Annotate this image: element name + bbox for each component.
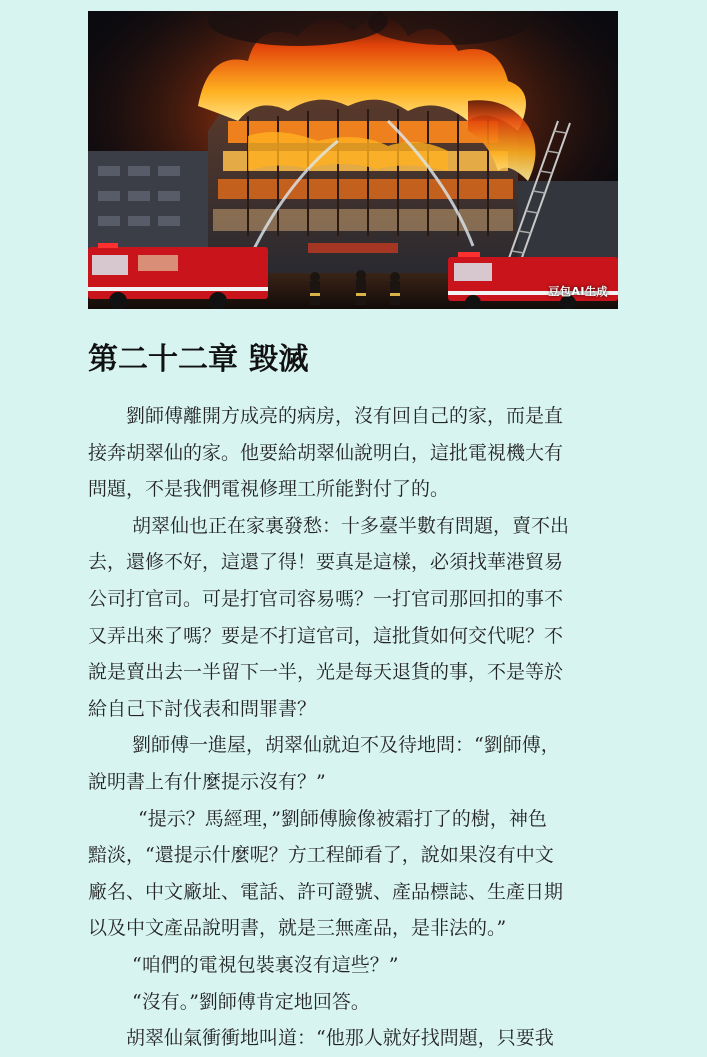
text-line: 問題，不是我們電視修理工所能對付了的。 — [88, 478, 450, 501]
text-line: 公司打官司。可是打官司容易嗎？一打官司那回扣的事不 — [88, 587, 564, 610]
text-line: 說是賣出去一半留下一半，光是每天退貨的事，不是等於 — [88, 661, 564, 684]
ai-watermark: 豆包AI生成 — [548, 285, 608, 298]
text-line: 黯淡，“還提示什麼呢？方工程師看了，說如果沒有中文 — [88, 844, 554, 867]
text-line: 劉師傅離開方成亮的病房，沒有回自己的家，而是直 — [126, 405, 564, 427]
text-line: 胡翠仙也正在家裏發愁：十多臺半數有問題，賣不出 — [132, 514, 570, 537]
text-line: 胡翠仙氣衝衝地叫道：“他那人就好找問題，只要我 — [126, 1027, 554, 1050]
text-line: 又弄出來了嗎？要是不打這官司，這批貨如何交代呢？不 — [88, 624, 564, 647]
text-line: 劉師傅一進屋，胡翠仙就迫不及待地問：“劉師傅， — [132, 734, 560, 757]
chapter-body — [88, 398, 620, 1057]
text-line: 廠名、中文廠址、電話、許可證號、產品標誌、生產日期 — [88, 880, 564, 903]
burning-building-illustration — [88, 11, 618, 309]
text-line: “咱們的電視包裝裏沒有這些？” — [132, 953, 399, 976]
text-line: 說明書上有什麼提示沒有？” — [88, 770, 326, 793]
text-line: 給自己下討伐表和問罪書？ — [88, 697, 317, 720]
text-line: 以及中文產品說明書，就是三無產品，是非法的。” — [88, 917, 507, 940]
text-line: 接奔胡翠仙的家。他要給胡翠仙說明白，這批電視機大有 — [88, 441, 564, 464]
text-line: “沒有。”劉師傅肯定地回答。 — [132, 990, 370, 1013]
text-line: 去，還修不好，這還了得！要真是這樣，必須找華港貿易 — [88, 551, 564, 574]
text-line: “提示？馬經理，”劉師傅臉像被霜打了的樹，神色 — [138, 807, 547, 830]
fire-scene-image — [88, 11, 618, 309]
chapter-title: 第二十二章 毀滅 — [88, 342, 309, 377]
